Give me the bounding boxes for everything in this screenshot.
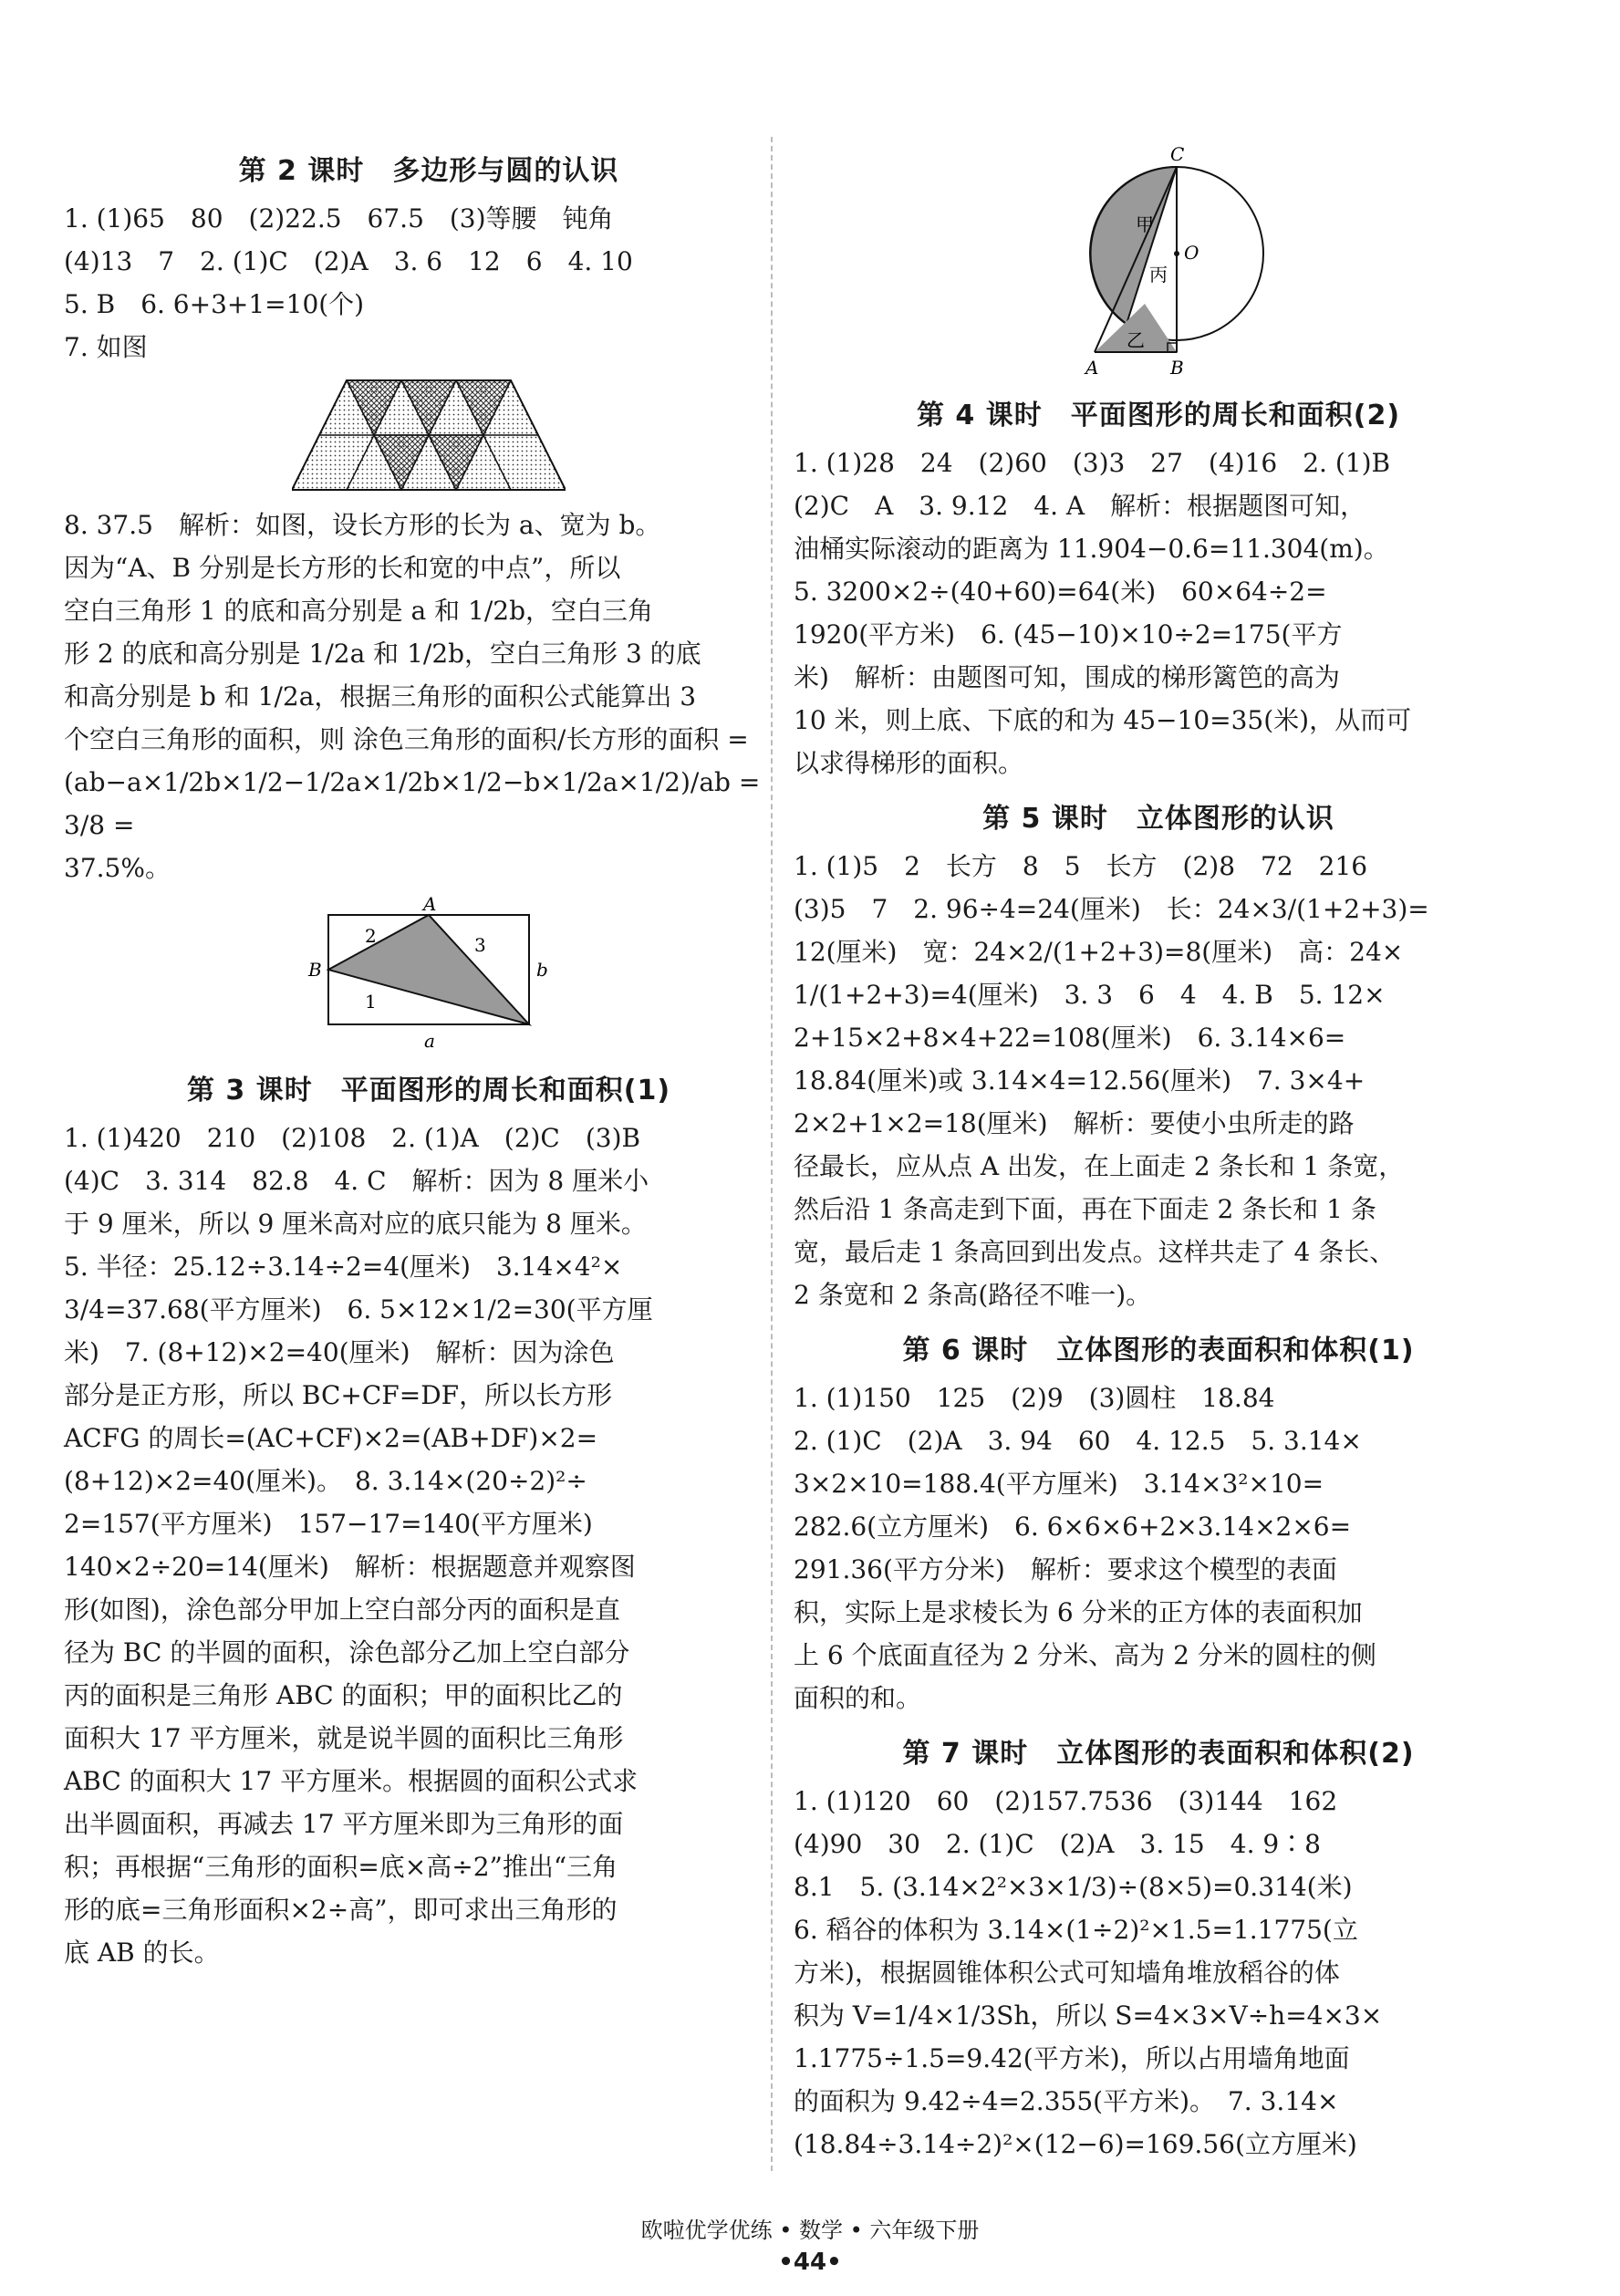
- section-title: 第 6 课时 立体图形的表面积和体积(1): [902, 1335, 1415, 1366]
- answer-line: 1. (1)5 2 长方 8 5 长方 (2)8 72 216: [794, 851, 1368, 881]
- answer-line: 2×2+1×2=18(厘米) 解析：要使小虫所走的路: [794, 1108, 1355, 1138]
- answer-line: 积为 V=1/4×1/3Sh，所以 S=4×3×V÷h=4×3×: [794, 2000, 1383, 2031]
- answer-line: 然后沿 1 条高走到下面，再在下面走 2 条长和 1 条: [794, 1194, 1376, 1224]
- answer-line: 出半圆面积，再减去 17 平方厘米即为三角形的面: [64, 1809, 624, 1839]
- section-title: 第 7 课时 立体图形的表面积和体积(2): [902, 1738, 1415, 1770]
- answer-line: 1. (1)65 80 (2)22.5 67.5 (3)等腰 钝角: [64, 203, 614, 234]
- answer-line: 形的底=三角形面积×2÷高”，即可求出三角形的: [64, 1895, 618, 1925]
- answer-line: 上 6 个底面直径为 2 分米、高为 2 分米的圆柱的侧: [794, 1640, 1376, 1670]
- section3-body: [64, 1117, 794, 1974]
- answer-line: 140×2÷20=14(厘米) 解析：根据题意并观察图: [64, 1552, 636, 1582]
- label-A: A: [423, 897, 437, 915]
- answer-line: 面积大 17 平方厘米，就是说半圆的面积比三角形: [64, 1723, 624, 1753]
- book-series-title: 欧啦优学优练 • 数学 • 六年级下册: [640, 2218, 980, 2243]
- label-2: 2: [365, 925, 377, 947]
- answer-line: 3×2×10=188.4(平方厘米) 3.14×3²×10=: [794, 1469, 1324, 1499]
- answer-line: (4)90 30 2. (1)C (2)A 3. 15 4. 9∶8: [794, 1829, 1321, 1859]
- answer-line: (ab−a×1/2b×1/2−1/2a×1/2b×1/2−b×1/2a×1/2)/ab = 3/8 =: [64, 767, 761, 840]
- answer-line: 1920(平方米) 6. (45−10)×10÷2=175(平方: [794, 619, 1343, 649]
- answer-line: 径为 BC 的半圆的面积，涂色部分乙加上空白部分: [64, 1637, 630, 1667]
- answer-line: 米) 7. (8+12)×2=40(厘米) 解析：因为涂色: [64, 1337, 615, 1367]
- answer-line: 37.5%。: [64, 853, 171, 883]
- label-bing: 丙: [1149, 264, 1168, 286]
- label-O: O: [1184, 242, 1199, 264]
- answer-line: (4)13 7 2. (1)C (2)A 3. 6 12 6 4. 10: [64, 246, 633, 276]
- answer-line: 1. (1)120 60 (2)157.7536 (3)144 162: [794, 1786, 1338, 1816]
- answer-line: (2)C A 3. 9.12 4. A 解析：根据题图可知，: [794, 491, 1366, 521]
- answer-line: 5. B 6. 6+3+1=10(个): [64, 289, 365, 319]
- page-number: •44•: [778, 2249, 842, 2276]
- answer-line: 面积的和。: [794, 1683, 922, 1713]
- label-yi: 乙: [1127, 329, 1145, 351]
- answer-line: 5. 3200×2÷(40+60)=64(米) 60×64÷2=: [794, 577, 1327, 607]
- rectangle-triangle-figure: [292, 897, 566, 1056]
- answer-line: 2 条宽和 2 条高(路径不唯一)。: [794, 1280, 1152, 1310]
- answer-line: 形(如图)，涂色部分甲加上空白部分丙的面积是直: [64, 1595, 620, 1625]
- section-title: 第 4 课时 平面图形的周长和面积(2): [916, 400, 1401, 431]
- answer-line: 形 2 的底和高分别是 1/2a 和 1/2b，空白三角形 3 的底: [64, 639, 701, 669]
- semicircle-triangle-figure: [1040, 144, 1277, 381]
- answer-line: (8+12)×2=40(厘米)。 8. 3.14×(20÷2)²÷: [64, 1466, 587, 1496]
- answer-line: 米) 解析：由题图可知，围成的梯形篱笆的高为: [794, 662, 1340, 692]
- answer-line: 积，实际上是求棱长为 6 分米的正方体的表面积加: [794, 1597, 1363, 1627]
- answer-line: 和高分别是 b 和 1/2a，根据三角形的面积公式能算出 3: [64, 681, 697, 712]
- answer-line: 丙的面积是三角形 ABC 的面积；甲的面积比乙的: [64, 1680, 623, 1710]
- answer-line: 以求得梯形的面积。: [794, 748, 1024, 778]
- section-title: 第 5 课时 立体图形的认识: [982, 803, 1334, 835]
- answer-line: (3)5 7 2. 96÷4=24(厘米) 长：24×3/(1+2+3)=: [794, 894, 1429, 924]
- answer-line: 1. (1)28 24 (2)60 (3)3 27 (4)16 2. (1)B: [794, 448, 1391, 478]
- label-C: C: [1170, 144, 1185, 165]
- label-B: B: [1170, 357, 1184, 379]
- answer-line: 部分是正方形，所以 BC+CF=DF，所以长方形: [64, 1380, 613, 1410]
- label-B: B: [308, 959, 322, 981]
- answer-line: 的面积为 9.42÷4=2.355(平方米)。 7. 3.14×: [794, 2086, 1339, 2116]
- answer-line: 8. 37.5 解析：如图，设长方形的长为 a、宽为 b。: [64, 510, 661, 540]
- answer-line: 282.6(立方厘米) 6. 6×6×6+2×3.14×2×6=: [794, 1512, 1352, 1542]
- answer-line: (4)C 3. 314 82.8 4. C 解析：因为 8 厘米小: [64, 1166, 649, 1196]
- answer-line: 5. 半径：25.12÷3.14÷2=4(厘米) 3.14×4²×: [64, 1252, 623, 1282]
- answer-line: 1. (1)420 210 (2)108 2. (1)A (2)C (3)B: [64, 1123, 641, 1153]
- left-column: [64, 137, 794, 1974]
- answer-line: 积；再根据“三角形的面积=底×高÷2”推出“三角: [64, 1852, 618, 1882]
- label-jia: 甲: [1136, 213, 1154, 235]
- answer-line: 291.36(平方分米) 解析：要求这个模型的表面: [794, 1554, 1337, 1584]
- answer-line: 空白三角形 1 的底和高分别是 a 和 1/2b，空白三角: [64, 596, 653, 626]
- answer-line: 3/4=37.68(平方厘米) 6. 5×12×1/2=30(平方厘: [64, 1294, 653, 1325]
- answer-line: 12(厘米) 宽：24×2/(1+2+3)=8(厘米) 高：24×: [794, 937, 1404, 967]
- answer-line: 1/(1+2+3)=4(厘米) 3. 3 6 4 4. B 5. 12×: [794, 980, 1386, 1010]
- answer-line: 6. 稻谷的体积为 3.14×(1÷2)²×1.5=1.1775(立: [794, 1915, 1358, 1945]
- answer-line: 径最长，应从点 A 出发，在上面走 2 条长和 1 条宽，: [794, 1151, 1405, 1181]
- answer-line: 18.84(厘米)或 3.14×4=12.56(厘米) 7. 3×4+: [794, 1065, 1366, 1096]
- answer-line: 10 米，则上底、下底的和为 45−10=35(米)，从而可: [794, 705, 1412, 735]
- label-1: 1: [365, 991, 377, 1013]
- answer-line: 1. (1)150 125 (2)9 (3)圆柱 18.84: [794, 1383, 1275, 1413]
- right-column: [794, 137, 1523, 2166]
- answer-line: 于 9 厘米，所以 9 厘米高对应的底只能为 8 厘米。: [64, 1209, 647, 1239]
- label-a: a: [424, 1030, 435, 1052]
- answer-line: 2+15×2+8×4+22=108(厘米) 6. 3.14×6=: [794, 1023, 1346, 1053]
- section-title: 第 3 课时 平面图形的周长和面积(1): [186, 1075, 671, 1106]
- answer-line: 因为“A、B 分别是长方形的长和宽的中点”，所以: [64, 553, 621, 583]
- answer-line: 底 AB 的长。: [64, 1938, 220, 1968]
- answer-line: 8.1 5. (3.14×2²×3×1/3)÷(8×5)=0.314(米): [794, 1872, 1353, 1902]
- answer-line: 油桶实际滚动的距离为 11.904−0.6=11.304(m)。: [794, 534, 1389, 564]
- answer-line: ABC 的面积大 17 平方厘米。根据圆的面积公式求: [64, 1766, 639, 1796]
- answer-line: 方米)，根据圆锥体积公式可知墙角堆放稻谷的体: [794, 1958, 1340, 1988]
- label-3: 3: [474, 934, 486, 956]
- answer-line: 个空白三角形的面积，则 涂色三角形的面积/长方形的面积 =: [64, 724, 749, 754]
- answer-line: 7. 如图: [64, 332, 148, 362]
- label-A: A: [1085, 357, 1099, 379]
- answer-line: 2. (1)C (2)A 3. 94 60 4. 12.5 5. 3.14×: [794, 1426, 1362, 1456]
- answer-line: 2=157(平方厘米) 157−17=140(平方厘米): [64, 1509, 593, 1539]
- answer-line: ACFG 的周长=(AC+CF)×2=(AB+DF)×2=: [64, 1423, 598, 1453]
- trapezoid-grid-figure: [292, 376, 566, 494]
- answer-line: 1.1775÷1.5=9.42(平方米)，所以占用墙角地面: [794, 2043, 1350, 2073]
- label-b: b: [536, 959, 548, 981]
- section-title: 第 2 课时 多边形与圆的认识: [238, 155, 619, 187]
- answer-line: (18.84÷3.14÷2)²×(12−6)=169.56(立方厘米): [794, 2129, 1357, 2159]
- answer-line: 宽，最后走 1 条高回到出发点。这样共走了 4 条长、: [794, 1237, 1396, 1267]
